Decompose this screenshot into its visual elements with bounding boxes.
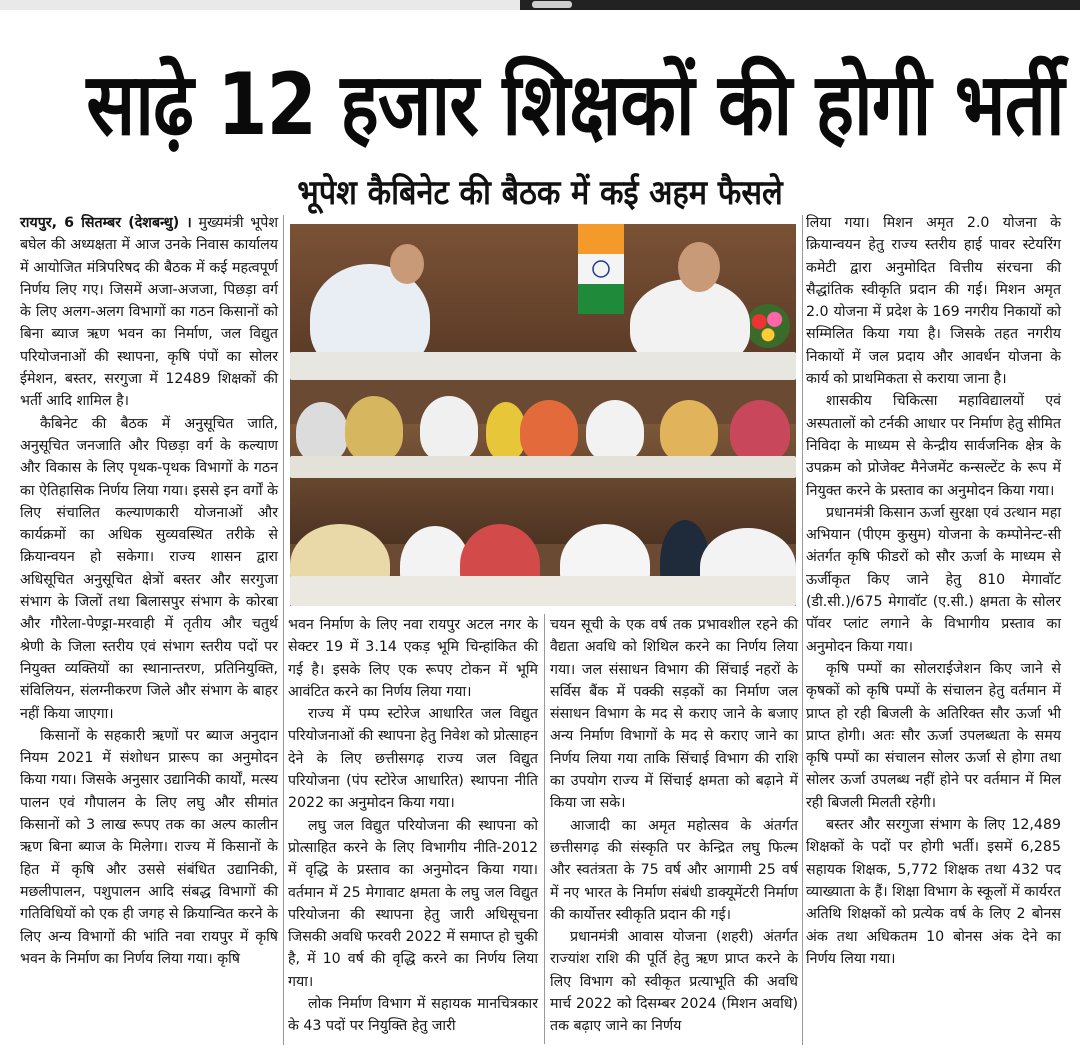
- person-seated: [660, 400, 718, 462]
- person-seated: [296, 402, 348, 462]
- column4-paragraph-1: लिया गया। मिशन अमृत 2.0 योजना के क्रियान्वयन हेतु राज्य स्तरीय हाई पावर स्टेयरिंग कमेटी द्वारा अनुमोदित वित्तीय संरचना की सैद्धांतिक स्वीकृति प्रदान की गई। मिशन अमृत 2.0 योजना में प्रदेश के 169 नगरीय निकायों को सम्मिलित किया गया है। जिसके तहत नगरीय निकायों में जल प्रदाय और आवर्धन योजना के कार्य को प्राथमिकता से कराया जाना है।: [806, 215, 1061, 388]
- column2-paragraph-4: लोक निर्माण विभाग में सहायक मानचित्रकार के 43 पदों पर नियुक्ति हेतु जारी: [288, 996, 538, 1035]
- column4-paragraph-4: कृषि पम्पों का सोलराईजेशन किए जाने से कृषकों को कृषि पम्पों के संचालन हेतु वर्तमान में प्राप्त हो रही बिजली के अतिरिक्त सौर ऊर्जा भी प्राप्त होगी। अतः सौर ऊर्जा उपलब्धता के समय कृषि पम्पों का संचालन सोलर ऊर्जा से होगा तथा सोलर ऊर्जा उपलब्ध नहीं होने पर वर्तमान में मिल रही बिजली मिलती रहेगी।: [806, 660, 1061, 811]
- column2-paragraph-2: राज्य में पम्प स्टोरेज आधारित जल विद्युत परियोजनाओं की स्थापना हेतु निवेश को प्रोत्साहन देने के लिए छत्तीसगढ़ राज्य जल विद्युत परियोजना (पंप स्टोरेज आधारित) स्थापना नीति 2022 का अनुमोदन किया गया।: [288, 706, 538, 812]
- column4-paragraph-3: प्रधानमंत्री किसान ऊर्जा सुरक्षा एवं उत्थान महा अभियान (पीएम कुसुम) योजना के कम्पोनेन्ट-सी अंतर्गत कृषि फीडरों को सौर ऊर्जा के माध्यम से ऊर्जीकृत किए जाने हेतु 810 मेगावॉट (डी.सी.)/675 मेगावॉट (ए.सी.) क्षमता के सोलर पॉवर प्लांट लगाने के विभागीय प्रस्ताव का अनुमोदन किया गया।: [806, 504, 1061, 655]
- column1-p1-text: मुख्यमंत्री भूपेश बघेल की अध्यक्षता में आज उनके निवास कार्यालय में आयोजित मंत्रिपरिषद की बैठक में कई महत्वपूर्ण निर्णय लिए गए। जिसमें अजा-अजजा, पिछड़ा वर्ग के लिए अलग-अलग विभागों का गठन किसानों को बिना ब्याज ऋण भवन का निर्माण, जल विद्युत परियोजनाओं की स्थापना, कृषि पंपों का सोलर ईमेशन, बस्तर, सरगुजा में 12489 शिक्षकों की भर्ती आदि शामिल है।: [20, 215, 278, 410]
- column-divider-1: [283, 215, 284, 1045]
- column3-paragraph-2: आजादी का अमृत महोत्सव के अंतर्गत छत्तीसगढ़ की संस्कृति पर केन्द्रित लघु फिल्म और स्वतंत्रता के 75 वर्ष और आगामी 25 वर्ष में नए भारत के निर्माण संबंधी डाक्यूमेंटरी निर्माण की कार्योत्तर स्वीकृति प्रदान की गई।: [550, 817, 798, 923]
- column1-paragraph-3: किसानों के सहकारी ऋणों पर ब्याज अनुदान नियम 2021 में संशोधन प्रारूप का अनुमोदन किया गया। जिसके अनुसार उद्यानिकी कार्यों, मत्स्य पालन एवं गौपालन के लिए लघु और सीमांत किसानों को 3 लाख रूपए तक का अल्प कालीन ऋण बिना ब्याज के मिलेगा। राज्य में किसानों के हित में कृषि और उससे संबंधित उद्यानिकी, मछलीपालन, पशुपालन आदि संबद्ध विभागों की गतिविधियों को एक ही जगह से क्रियान्वित करने के लिए अन्य विभागों की भांति नवा रायपुर में कृषि भवन के निर्माण का निर्णय लिया गया। कृषि: [20, 727, 278, 967]
- top-border-mark: [532, 1, 572, 8]
- person-seated: [520, 400, 578, 462]
- person-seated: [730, 400, 790, 462]
- person-head: [390, 244, 424, 284]
- article-column-3: [550, 614, 798, 1038]
- article-column-2: [288, 614, 538, 1038]
- column4-paragraph-5: बस्तर और सरगुजा संभाग के लिए 12,489 शिक्षकों के पदों पर होगी भर्ती। इसमें 6,285 सहायक शिक्षक, 5,772 शिक्षक तथा 432 पद व्याख्याता के हैं। शिक्षा विभाग के स्कूलों में कार्यरत अतिथि शिक्षकों को प्रत्येक वर्ष के लिए 2 बोनस अंक तथा अधिकतम 10 बोनस अंक देने का निर्णय लिया गया।: [806, 817, 1061, 967]
- column3-paragraph-3: प्रधानमंत्री आवास योजना (शहरी) अंतर्गत राज्यांश राशि की पूर्ति हेतु ऋण प्राप्त करने के लिए विभाग को स्वीकृत प्रत्याभूति की अवधि मार्च 2022 को दिसम्बर 2024 (मिशन अवधि) तक बढ़ाए जाने का निर्णय: [550, 929, 798, 1035]
- indian-flag-icon: [578, 224, 624, 314]
- subheadline: भूपेश कैबिनेट की बैठक में कई अहम फैसले: [297, 173, 783, 213]
- page-top-border: [0, 0, 1080, 10]
- column1-paragraph-1: [20, 212, 278, 413]
- top-border-light: [0, 0, 520, 10]
- flower-bouquet: [746, 304, 790, 348]
- meeting-table-1: [290, 352, 796, 380]
- column2-paragraph-3: लघु जल विद्युत परियोजना की स्थापना को प्रोत्साहित करने के लिए विभागीय नीति-2012 में वृद्धि के प्रस्ताव का अनुमोदन किया गया। वर्तमान में 25 मेगावाट क्षमता के लघु जल विद्युत परियोजना की स्थापना हेतु जारी अधिसूचना जिसकी अवधि फरवरी 2022 में समाप्त हो चुकी है, में 10 वर्ष की वृद्धि करने का निर्णय लिया गया।: [288, 817, 538, 990]
- meeting-table-3: [290, 576, 796, 606]
- meeting-table-2: [290, 456, 796, 478]
- article-column-4: [806, 212, 1061, 970]
- headline: साढ़े 12 हजार शिक्षकों की होगी भर्ती: [86, 55, 1064, 155]
- column-divider-2: [544, 614, 545, 1044]
- column1-paragraph-2: कैबिनेट की बैठक में अनुसूचित जाति, अनुसूचित जनजाति और पिछड़ा वर्ग के कल्याण और विकास के लिए पृथक-पृथक विभागों के गठन का ऐतिहासिक निर्णय लिया गया। इससे इन वर्गों के लिए संचालित कल्याणकारी योजनाओं और कार्यक्रमों का अधिक सुव्यवस्थित तरीके से क्रियान्वयन हो सकेगा। राज्य शासन द्वारा अधिसूचित अनुसूचित क्षेत्रों बस्तर और सरगुजा संभाग के जिलों तथा बिलासपुर संभाग के कोरबा और गौरेला-पेण्ड्रा-मरवाही में तृतीय और चतुर्थ श्रेणी के जिला स्तरीय एवं संभाग स्तरीय पदों पर नियुक्त व्यक्तियों का स्थानान्तरण, प्रतिनियुक्ति, संविलियन, संलग्नीकरण जिले और संभाग के बाहर नहीं किया जाएगा।: [20, 415, 278, 722]
- column2-paragraph-1: भवन निर्माण के लिए नवा रायपुर अटल नगर के सेक्टर 19 में 3.14 एकड़ भूमि चिन्हांकित की गई है। इसके लिए एक रूपए टोकन में भूमि आवंटित करने का निर्णय लिया गया।: [288, 617, 538, 700]
- column4-paragraph-2: शासकीय चिकित्सा महाविद्यालयों एवं अस्पतालों को टर्नकी आधार पर निर्माण हेतु सीमित निविदा के माध्यम से केन्द्रीय सार्वजनिक क्षेत्र के उपक्रम को प्रोजेक्ट मैनेजमेंट कन्सल्टेंट के रूप में नियुक्त करने के प्रस्ताव का अनुमोदन किया गया।: [806, 393, 1061, 499]
- article-column-1: [20, 212, 278, 970]
- person-seated: [586, 400, 644, 462]
- cabinet-meeting-photo: [290, 224, 796, 606]
- person-seated: [420, 396, 478, 462]
- column-divider-3: [802, 215, 803, 1045]
- person-seated: [345, 396, 403, 462]
- person-head: [678, 242, 720, 292]
- dateline: रायपुर, 6 सितम्बर (देशबन्धु) ।: [20, 215, 192, 231]
- column3-paragraph-1: चयन सूची के एक वर्ष तक प्रभावशील रहने की वैद्यता अवधि को शिथिल करने का निर्णय लिया गया। जल संसाधन विभाग की सिंचाई नहरों के सर्विस बैंक में पक्की सड़कों का निर्माण जल संसाधन विभाग के मद से कराए जाने के बजाए अन्य निर्माण विभागों के मद से कराए जाने का निर्णय लिया गया ताकि सिंचाई विभाग की राशि का उपयोग राज्य में सिंचाई क्षमता को बढ़ाने में किया जा सके।: [550, 617, 798, 812]
